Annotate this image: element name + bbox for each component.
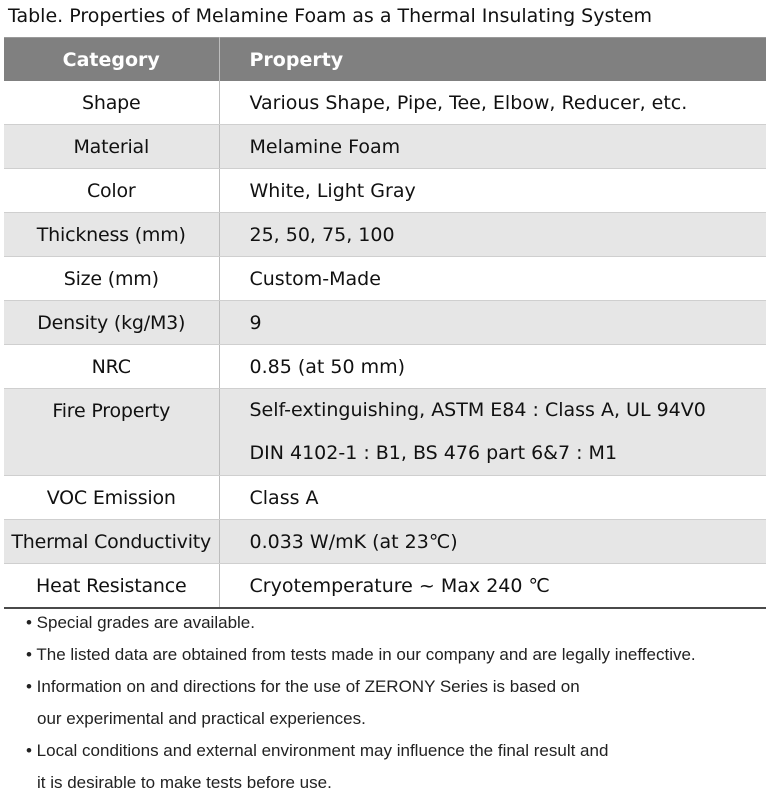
property-line: 25, 50, 75, 100 xyxy=(249,223,395,246)
table-header-row xyxy=(4,38,766,82)
property-cell xyxy=(219,213,766,257)
properties-table xyxy=(4,37,766,609)
table-row xyxy=(4,301,766,345)
category-cell: Thermal Conductivity xyxy=(4,520,219,564)
property-line: Various Shape, Pipe, Tee, Elbow, Reducer, etc. xyxy=(249,91,688,114)
category-cell: Heat Resistance xyxy=(4,564,219,609)
table-row xyxy=(4,389,766,476)
property-cell xyxy=(219,476,766,520)
note-line: • Local conditions and external environment may influence the final result and xyxy=(26,741,609,760)
category-cell: Density (kg/M3) xyxy=(4,301,219,345)
property-line: Melamine Foam xyxy=(249,135,401,158)
category-cell: Thickness (mm) xyxy=(4,213,219,257)
property-line: Custom-Made xyxy=(249,267,381,290)
notes-list xyxy=(26,612,696,804)
property-cell xyxy=(219,169,766,213)
table-row xyxy=(4,81,766,125)
category-cell: Color xyxy=(4,169,219,213)
property-cell xyxy=(219,301,766,345)
property-line: 0.033 W/mK (at 23℃) xyxy=(249,530,458,553)
table-row xyxy=(4,213,766,257)
property-cell xyxy=(219,81,766,125)
property-cell xyxy=(219,345,766,389)
table-row xyxy=(4,564,766,609)
table-row xyxy=(4,125,766,169)
property-line: 9 xyxy=(249,311,262,334)
note-item xyxy=(26,740,696,794)
note-line: • Information on and directions for the use of ZERONY Series is based on xyxy=(26,677,580,696)
category-cell: Material xyxy=(4,125,219,169)
category-cell: VOC Emission xyxy=(4,476,219,520)
property-line: Class A xyxy=(249,486,319,509)
header-category: Category xyxy=(4,38,219,82)
note-item xyxy=(26,612,696,634)
note-line: • The listed data are obtained from tests made in our company and are legally ineffective. xyxy=(26,645,696,664)
property-line: White, Light Gray xyxy=(249,179,416,202)
property-cell xyxy=(219,389,766,476)
category-cell: Shape xyxy=(4,81,219,125)
table-row xyxy=(4,520,766,564)
category-cell: Fire Property xyxy=(4,389,219,476)
table-row xyxy=(4,345,766,389)
note-item xyxy=(26,676,696,730)
category-cell: Size (mm) xyxy=(4,257,219,301)
property-cell xyxy=(219,564,766,609)
table-body xyxy=(4,81,766,608)
category-cell: NRC xyxy=(4,345,219,389)
note-line: our experimental and practical experiences. xyxy=(37,709,366,728)
table-row xyxy=(4,169,766,213)
property-line: Cryotemperature ~ Max 240 ℃ xyxy=(249,574,550,597)
property-line: DIN 4102-1 : B1, BS 476 part 6&7 : M1 xyxy=(249,442,618,464)
property-cell xyxy=(219,257,766,301)
table-row xyxy=(4,476,766,520)
property-cell xyxy=(219,520,766,564)
note-line: • Special grades are available. xyxy=(26,613,255,632)
note-line: it is desirable to make tests before use. xyxy=(37,773,332,792)
property-line: 0.85 (at 50 mm) xyxy=(249,355,406,378)
property-cell xyxy=(219,125,766,169)
table-caption: Table. Properties of Melamine Foam as a Thermal Insulating System xyxy=(8,5,653,27)
header-property: Property xyxy=(219,38,766,82)
table-row xyxy=(4,257,766,301)
note-item xyxy=(26,644,696,666)
property-line: Self-extinguishing, ASTM E84 : Class A, UL 94V0 xyxy=(249,399,706,421)
